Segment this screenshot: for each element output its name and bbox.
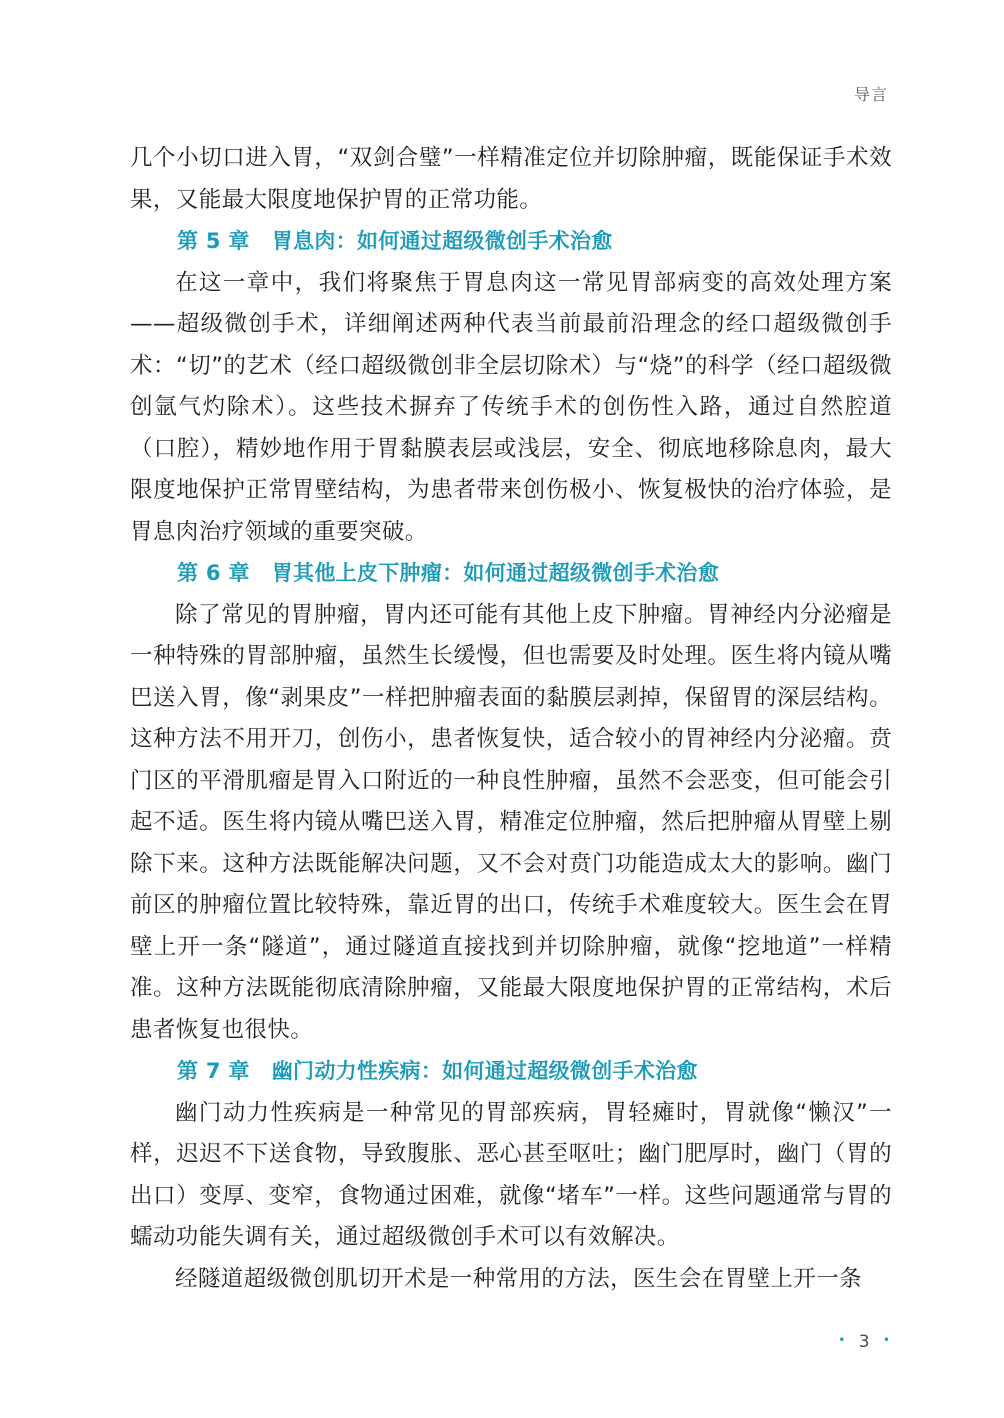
bullet-dot-icon: • xyxy=(882,1333,890,1347)
chapter-number: 第 6 章 xyxy=(177,561,250,585)
chapter-heading-6 xyxy=(130,553,892,595)
running-head: 导言 xyxy=(853,85,888,104)
paragraph-chapter-7: 幽门动力性疾病是一种常见的胃部疾病，胃轻瘫时，胃就像“懒汉”一样，迟迟不下送食物，导致腹胀、恶心甚至呕吐；幽门肥厚时，幽门（胃的出口）变厚、变窄，食物通过困难，就像“堵车”一样。这些问题通常与胃的蠕动功能失调有关，通过超级微创手术可以有效解决。 xyxy=(130,1099,892,1250)
chapter-heading-5 xyxy=(130,221,892,263)
bullet-dot-icon: • xyxy=(838,1333,846,1347)
paragraph-chapter-5: 在这一章中，我们将聚焦于胃息肉这一常见胃部病变的高效处理方案——超级微创手术，详细阐述两种代表当前最前沿理念的经口超级微创手术：“切”的艺术（经口超级微创非全层切除术）与“烧”的科学（经口超级微创氩气灼除术）。这些技术摒弃了传统手术的创伤性入路，通过自然腔道（口腔），精妙地作用于胃黏膜表层或浅层，安全、彻底地移除息肉，最大限度地保护正常胃壁结构，为患者带来创伤极小、恢复极快的治疗体验，是胃息肉治疗领域的重要突破。 xyxy=(130,269,892,545)
chapter-title: 胃息肉：如何通过超级微创手术治愈 xyxy=(271,229,613,253)
paragraph-chapter-7-continued: 经隧道超级微创肌切开术是一种常用的方法，医生会在胃壁上开一条 xyxy=(175,1265,863,1292)
page-number xyxy=(838,1332,890,1352)
paragraph-continued: 几个小切口进入胃，“双剑合璧”一样精准定位并切除肿瘤，既能保证手术效果，又能最大限度地保护胃的正常功能。 xyxy=(130,145,892,213)
chapter-number: 第 7 章 xyxy=(177,1059,250,1083)
chapter-heading-7 xyxy=(130,1051,892,1093)
paragraph-chapter-6: 除了常见的胃肿瘤，胃内还可能有其他上皮下肿瘤。胃神经内分泌瘤是一种特殊的胃部肿瘤，虽然生长缓慢，但也需要及时处理。医生将内镜从嘴巴送入胃，像“剥果皮”一样把肿瘤表面的黏膜层剥掉，保留胃的深层结构。这种方法不用开刀，创伤小，患者恢复快，适合较小的胃神经内分泌瘤。贲门区的平滑肌瘤是胃入口附近的一种良性肿瘤，虽然不会恶变，但可能会引起不适。医生将内镜从嘴巴送入胃，精准定位肿瘤，然后把肿瘤从胃壁上剔除下来。这种方法既能解决问题，又不会对贲门功能造成太大的影响。幽门前区的肿瘤位置比较特殊，靠近胃的出口，传统手术难度较大。医生会在胃壁上开一条“隧道”，通过隧道直接找到并切除肿瘤，就像“挖地道”一样精准。这种方法既能彻底清除肿瘤，又能最大限度地保护胃的正常结构，术后患者恢复也很快。 xyxy=(130,601,892,1043)
page-number-value: 3 xyxy=(858,1332,870,1352)
chapter-title: 胃其他上皮下肿瘤：如何通过超级微创手术治愈 xyxy=(271,561,720,585)
chapter-title: 幽门动力性疾病：如何通过超级微创手术治愈 xyxy=(271,1059,698,1083)
chapter-number: 第 5 章 xyxy=(177,229,250,253)
page-body xyxy=(130,138,892,1300)
